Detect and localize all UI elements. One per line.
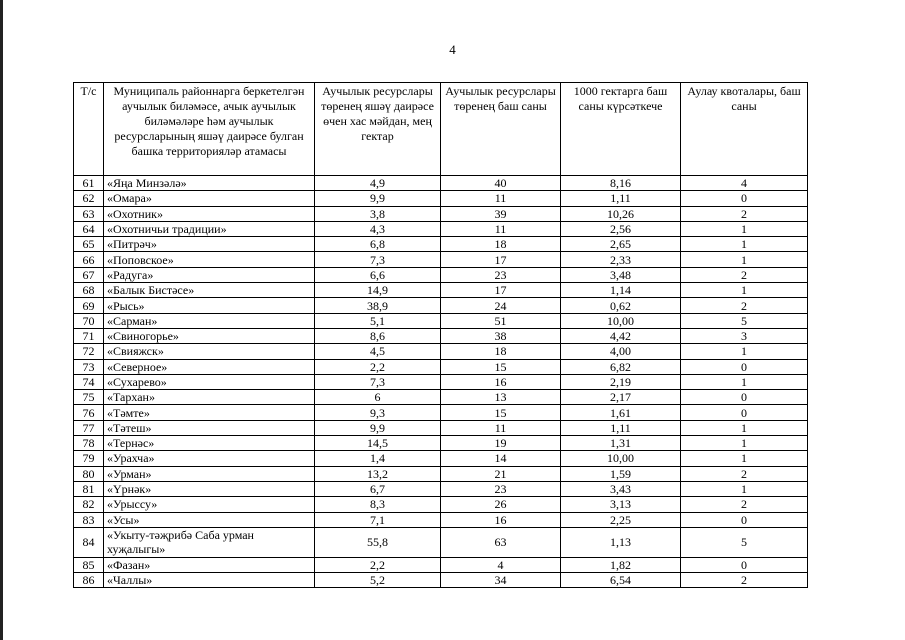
- area-name-cell: «Тернәс»: [104, 436, 315, 451]
- table-row: [74, 221, 808, 236]
- row-number-cell: 67: [74, 267, 104, 282]
- table-row: [74, 497, 808, 512]
- habitat-area-cell: 2,2: [315, 359, 441, 374]
- density-cell: 10,26: [561, 206, 681, 221]
- habitat-area-cell: 6,6: [315, 267, 441, 282]
- headcount-cell: 26: [441, 497, 561, 512]
- habitat-area-cell: 7,3: [315, 374, 441, 389]
- headcount-cell: 39: [441, 206, 561, 221]
- table-row: [74, 557, 808, 572]
- quota-cell: 5: [681, 313, 808, 328]
- habitat-area-cell: 2,2: [315, 557, 441, 572]
- density-cell: 1,11: [561, 420, 681, 435]
- area-name-cell: «Фазан»: [104, 557, 315, 572]
- headcount-cell: 17: [441, 252, 561, 267]
- headcount-cell: 17: [441, 283, 561, 298]
- table-row: [74, 298, 808, 313]
- area-name-cell: «Охотник»: [104, 206, 315, 221]
- headcount-cell: 23: [441, 267, 561, 282]
- area-name-cell: «Свияжск»: [104, 344, 315, 359]
- table-row: [74, 420, 808, 435]
- area-name-cell: «Яңа Минзәлә»: [104, 176, 315, 191]
- area-name-cell: «Тәмте»: [104, 405, 315, 420]
- row-number-cell: 79: [74, 451, 104, 466]
- area-name-cell: «Поповское»: [104, 252, 315, 267]
- table-row: [74, 374, 808, 389]
- quota-cell: 0: [681, 557, 808, 572]
- area-name-cell: «Чаллы»: [104, 573, 315, 588]
- table-row: [74, 344, 808, 359]
- density-cell: 10,00: [561, 451, 681, 466]
- headcount-cell: 4: [441, 557, 561, 572]
- header-headcount: Аучылык ресурслары төренең баш саны: [441, 83, 561, 176]
- table-row: [74, 237, 808, 252]
- table-row: [74, 512, 808, 527]
- row-number-cell: 77: [74, 420, 104, 435]
- table-row: [74, 573, 808, 588]
- density-cell: 6,54: [561, 573, 681, 588]
- quota-cell: 0: [681, 512, 808, 527]
- headcount-cell: 38: [441, 328, 561, 343]
- headcount-cell: 18: [441, 237, 561, 252]
- page-number: 4: [449, 42, 456, 57]
- table-row: [74, 451, 808, 466]
- row-number-cell: 61: [74, 176, 104, 191]
- headcount-cell: 16: [441, 374, 561, 389]
- area-name-cell: «Усы»: [104, 512, 315, 527]
- density-cell: 2,19: [561, 374, 681, 389]
- habitat-area-cell: 5,1: [315, 313, 441, 328]
- quota-cell: 2: [681, 497, 808, 512]
- row-number-cell: 65: [74, 237, 104, 252]
- headcount-cell: 51: [441, 313, 561, 328]
- header-area-name: Муниципаль районнарга беркетелгән аучылык биләмәсе, ачык аучылык биләмәләре һәм аучылык ресурсларының яшәү даирәсе булган башка территорияләр атамасы: [104, 83, 315, 176]
- habitat-area-cell: 8,3: [315, 497, 441, 512]
- row-number-cell: 70: [74, 313, 104, 328]
- density-cell: 1,31: [561, 436, 681, 451]
- table-row: [74, 206, 808, 221]
- headcount-cell: 34: [441, 573, 561, 588]
- quota-cell: 0: [681, 405, 808, 420]
- area-name-cell: «Свиногорье»: [104, 328, 315, 343]
- density-cell: 10,00: [561, 313, 681, 328]
- habitat-area-cell: 6,8: [315, 237, 441, 252]
- area-name-cell: «Северное»: [104, 359, 315, 374]
- quota-cell: 2: [681, 206, 808, 221]
- area-name-cell: «Омара»: [104, 191, 315, 206]
- table-row: [74, 267, 808, 282]
- density-cell: 2,65: [561, 237, 681, 252]
- habitat-area-cell: 4,9: [315, 176, 441, 191]
- headcount-cell: 63: [441, 527, 561, 557]
- area-name-cell: «Балык Бистәсе»: [104, 283, 315, 298]
- habitat-area-cell: 3,8: [315, 206, 441, 221]
- row-number-cell: 83: [74, 512, 104, 527]
- quota-cell: 1: [681, 283, 808, 298]
- area-name-cell: «Охотничьи традиции»: [104, 221, 315, 236]
- headcount-cell: 19: [441, 436, 561, 451]
- row-number-cell: 74: [74, 374, 104, 389]
- area-name-cell: «Тархан»: [104, 390, 315, 405]
- habitat-area-cell: 6: [315, 390, 441, 405]
- header-density: 1000 гектарга баш саны күрсәткече: [561, 83, 681, 176]
- density-cell: 2,17: [561, 390, 681, 405]
- table-row: [74, 191, 808, 206]
- table-row: [74, 466, 808, 481]
- quota-cell: 1: [681, 374, 808, 389]
- habitat-area-cell: 7,1: [315, 512, 441, 527]
- quota-cell: 3: [681, 328, 808, 343]
- headcount-cell: 11: [441, 221, 561, 236]
- table-row: [74, 405, 808, 420]
- quota-cell: 2: [681, 466, 808, 481]
- row-number-cell: 63: [74, 206, 104, 221]
- density-cell: 1,61: [561, 405, 681, 420]
- quota-cell: 1: [681, 237, 808, 252]
- row-number-cell: 71: [74, 328, 104, 343]
- header-quota: Аулау квоталары, баш саны: [681, 83, 808, 176]
- habitat-area-cell: 8,6: [315, 328, 441, 343]
- row-number-cell: 85: [74, 557, 104, 572]
- row-number-cell: 78: [74, 436, 104, 451]
- habitat-area-cell: 14,5: [315, 436, 441, 451]
- row-number-cell: 64: [74, 221, 104, 236]
- habitat-area-cell: 7,3: [315, 252, 441, 267]
- row-number-cell: 75: [74, 390, 104, 405]
- table-row: [74, 390, 808, 405]
- row-number-cell: 69: [74, 298, 104, 313]
- quota-cell: 0: [681, 191, 808, 206]
- row-number-cell: 76: [74, 405, 104, 420]
- habitat-area-cell: 6,7: [315, 481, 441, 496]
- header-number: Т/с: [74, 83, 104, 176]
- density-cell: 2,25: [561, 512, 681, 527]
- quota-cell: 1: [681, 436, 808, 451]
- habitat-area-cell: 4,5: [315, 344, 441, 359]
- row-number-cell: 72: [74, 344, 104, 359]
- habitat-area-cell: 13,2: [315, 466, 441, 481]
- table-row: [74, 436, 808, 451]
- headcount-cell: 16: [441, 512, 561, 527]
- habitat-area-cell: 1,4: [315, 451, 441, 466]
- headcount-cell: 11: [441, 420, 561, 435]
- table-row: [74, 527, 808, 557]
- density-cell: 4,00: [561, 344, 681, 359]
- table-row: [74, 283, 808, 298]
- density-cell: 1,82: [561, 557, 681, 572]
- table-row: [74, 359, 808, 374]
- table-row: [74, 313, 808, 328]
- quota-cell: 4: [681, 176, 808, 191]
- table-row: [74, 252, 808, 267]
- headcount-cell: 18: [441, 344, 561, 359]
- headcount-cell: 15: [441, 405, 561, 420]
- headcount-cell: 40: [441, 176, 561, 191]
- quota-cell: 2: [681, 573, 808, 588]
- area-name-cell: «Сарман»: [104, 313, 315, 328]
- habitat-area-cell: 9,3: [315, 405, 441, 420]
- density-cell: 3,13: [561, 497, 681, 512]
- quota-cell: 1: [681, 344, 808, 359]
- headcount-cell: 23: [441, 481, 561, 496]
- habitat-area-cell: 38,9: [315, 298, 441, 313]
- density-cell: 3,48: [561, 267, 681, 282]
- hunting-quota-table: [73, 82, 808, 588]
- table-header-row: [74, 83, 808, 176]
- habitat-area-cell: 14,9: [315, 283, 441, 298]
- headcount-cell: 21: [441, 466, 561, 481]
- area-name-cell: «Урахча»: [104, 451, 315, 466]
- density-cell: 2,56: [561, 221, 681, 236]
- density-cell: 1,14: [561, 283, 681, 298]
- headcount-cell: 15: [441, 359, 561, 374]
- quota-cell: 0: [681, 359, 808, 374]
- scan-left-edge: [0, 0, 3, 640]
- headcount-cell: 13: [441, 390, 561, 405]
- row-number-cell: 80: [74, 466, 104, 481]
- density-cell: 6,82: [561, 359, 681, 374]
- density-cell: 2,33: [561, 252, 681, 267]
- area-name-cell: «Сухарево»: [104, 374, 315, 389]
- density-cell: 3,43: [561, 481, 681, 496]
- habitat-area-cell: 9,9: [315, 420, 441, 435]
- density-cell: 4,42: [561, 328, 681, 343]
- quota-cell: 1: [681, 252, 808, 267]
- row-number-cell: 86: [74, 573, 104, 588]
- quota-cell: 1: [681, 221, 808, 236]
- table-row: [74, 481, 808, 496]
- density-cell: 1,13: [561, 527, 681, 557]
- quota-cell: 2: [681, 298, 808, 313]
- headcount-cell: 24: [441, 298, 561, 313]
- density-cell: 0,62: [561, 298, 681, 313]
- quota-cell: 1: [681, 481, 808, 496]
- habitat-area-cell: 5,2: [315, 573, 441, 588]
- quota-cell: 1: [681, 420, 808, 435]
- row-number-cell: 73: [74, 359, 104, 374]
- area-name-cell: «Урыссу»: [104, 497, 315, 512]
- quota-cell: 2: [681, 267, 808, 282]
- row-number-cell: 62: [74, 191, 104, 206]
- area-name-cell: «Радуга»: [104, 267, 315, 282]
- row-number-cell: 81: [74, 481, 104, 496]
- quota-cell: 1: [681, 451, 808, 466]
- row-number-cell: 68: [74, 283, 104, 298]
- area-name-cell: «Урман»: [104, 466, 315, 481]
- density-cell: 1,59: [561, 466, 681, 481]
- habitat-area-cell: 9,9: [315, 191, 441, 206]
- density-cell: 1,11: [561, 191, 681, 206]
- area-name-cell: «Укыту-тәҗрибә Саба урман хуҗалыгы»: [104, 527, 315, 557]
- row-number-cell: 84: [74, 527, 104, 557]
- area-name-cell: «Рысь»: [104, 298, 315, 313]
- area-name-cell: «Питрәч»: [104, 237, 315, 252]
- quota-cell: 5: [681, 527, 808, 557]
- row-number-cell: 82: [74, 497, 104, 512]
- table-body: [74, 176, 808, 588]
- headcount-cell: 11: [441, 191, 561, 206]
- row-number-cell: 66: [74, 252, 104, 267]
- area-name-cell: «Тәтеш»: [104, 420, 315, 435]
- density-cell: 8,16: [561, 176, 681, 191]
- table-row: [74, 328, 808, 343]
- quota-cell: 0: [681, 390, 808, 405]
- table-row: [74, 176, 808, 191]
- area-name-cell: «Үрнәк»: [104, 481, 315, 496]
- header-habitat-area: Аучылык ресурслары төренең яшәү даирәсе өчен хас мәйдан, мең гектар: [315, 83, 441, 176]
- habitat-area-cell: 4,3: [315, 221, 441, 236]
- habitat-area-cell: 55,8: [315, 527, 441, 557]
- headcount-cell: 14: [441, 451, 561, 466]
